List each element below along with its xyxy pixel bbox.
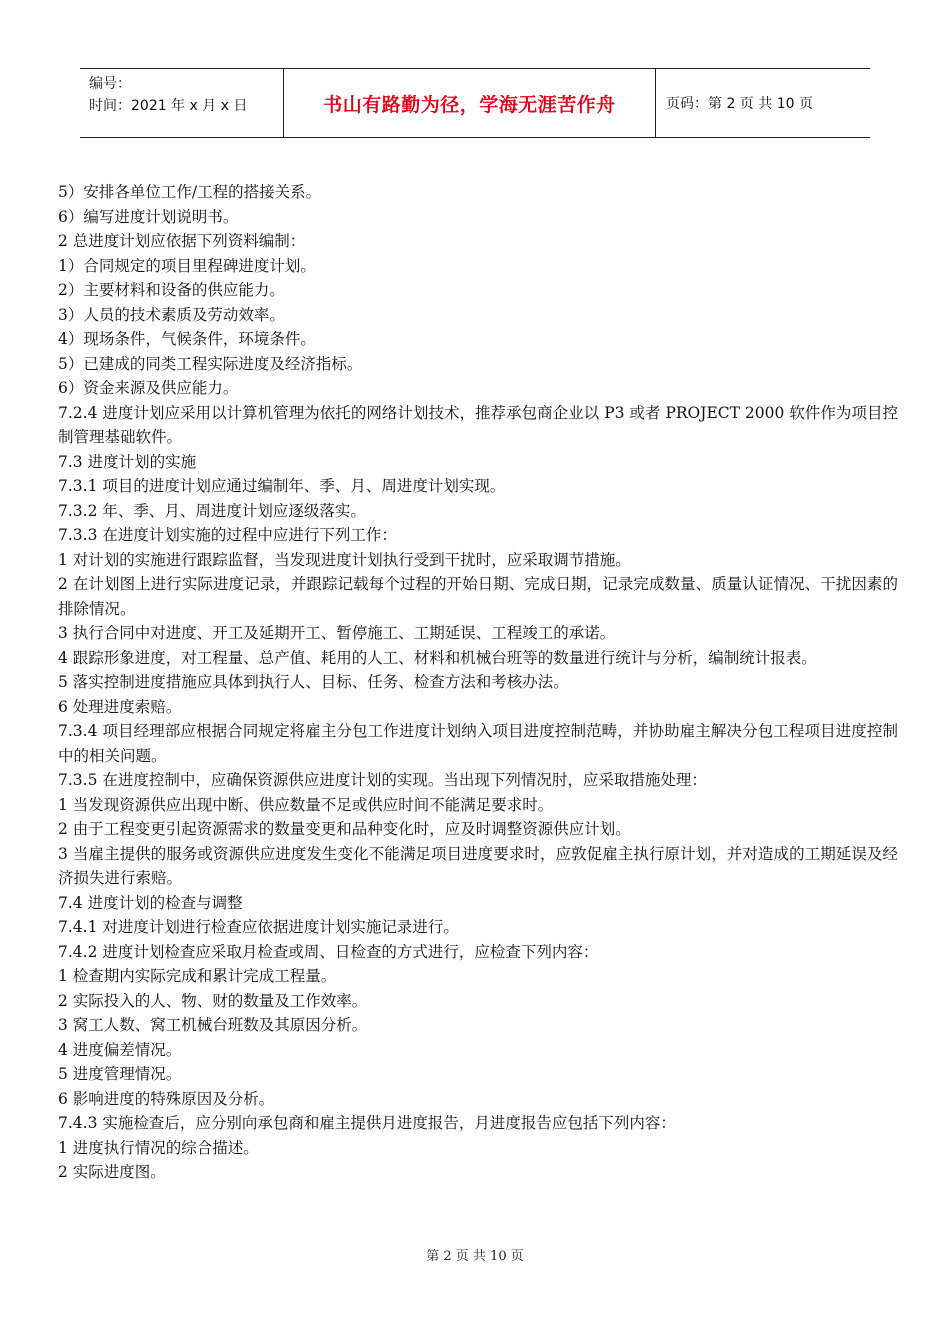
section-heading: 7.3 进度计划的实施: [58, 452, 197, 471]
body-line: 7.3.4 项目经理部应根据合同规定将雇主分包工作进度计划纳入项目进度控制范畴，并协助雇主解决分包工程项目进度控制中的相关问题。: [58, 722, 898, 765]
body-line: 2）主要材料和设备的供应能力。: [58, 281, 285, 299]
body-line: 1 当发现资源供应出现中断、供应数量不足或供应时间不能满足要求时。: [58, 795, 554, 814]
document-body: [58, 180, 898, 1185]
body-line: 1 对计划的实施进行跟踪监督，当发现进度计划执行受到干扰时，应采取调节措施。: [58, 550, 631, 569]
header-meta: [80, 69, 284, 137]
body-line: 5）安排各单位工作/工程的搭接关系。: [58, 183, 322, 201]
header-motto: [284, 69, 656, 137]
body-line: 2 总进度计划应依据下列资料编制：: [58, 232, 306, 250]
body-line: 7.3.2 年、季、月、周进度计划应逐级落实。: [58, 501, 366, 520]
body-line: 4 进度偏差情况。: [58, 1040, 182, 1059]
page-header: [80, 68, 870, 138]
body-line: 5）已建成的同类工程实际进度及经济指标。: [58, 354, 363, 373]
body-line: 2 由于工程变更引起资源需求的数量变更和品种变化时，应及时调整资源供应计划。: [58, 820, 631, 838]
body-line: 6 处理进度索赔。: [58, 697, 182, 716]
body-line: 6）编写进度计划说明书。: [58, 207, 239, 226]
body-line: 7.3.3 在进度计划实施的过程中应进行下列工作：: [58, 526, 397, 544]
body-line: 2 在计划图上进行实际进度记录，并跟踪记载每个过程的开始日期、完成日期，记录完成数量、质量认证情况、干扰因素的排除情况。: [58, 575, 898, 618]
body-line: 4）现场条件，气候条件，环境条件。: [58, 330, 316, 348]
body-line: 5 进度管理情况。: [58, 1065, 182, 1083]
body-line: 7.4.3 实施检查后，应分别向承包商和雇主提供月进度报告，月进度报告应包括下列内容：: [58, 1114, 676, 1132]
body-line: 3 执行合同中对进度、开工及延期开工、暂停施工、工期延误、工程竣工的承诺。: [58, 624, 616, 642]
document-date-label: 时间：2021 年 x 月 x 日: [89, 98, 248, 114]
body-line: 3）人员的技术素质及劳动效率。: [58, 305, 285, 324]
page-number-label: 页码：第 2 页 共 10 页: [666, 96, 813, 112]
body-line: 1 检查期内实际完成和累计完成工程量。: [58, 967, 337, 985]
body-line: 3 当雇主提供的服务或资源供应进度发生变化不能满足项目进度要求时，应敦促雇主执行原计划，并对造成的工期延误及经济损失进行索赔。: [58, 844, 898, 887]
body-line: 1 进度执行情况的综合描述。: [58, 1138, 259, 1157]
body-line: 6）资金来源及供应能力。: [58, 379, 239, 397]
body-line: 7.4.2 进度计划检查应采取月检查或周、日检查的方式进行，应检查下列内容：: [58, 942, 599, 961]
footer-page-number: 第 2 页 共 10 页: [426, 1249, 524, 1264]
body-line: 5 落实控制进度措施应具体到执行人、目标、任务、检查方法和考核办法。: [58, 673, 569, 691]
body-line: 7.3.5 在进度控制中，应确保资源供应进度计划的实现。当出现下列情况肘，应采取措施处理：: [58, 771, 707, 789]
body-line: 4 跟踪形象进度，对工程量、总产值、耗用的人工、材料和机械台班等的数量进行统计与分析，编制统计报表。: [58, 648, 817, 667]
body-line: 1）合同规定的项目里程碑进度计划。: [58, 256, 316, 275]
body-line: 7.3.1 项目的进度计划应通过编制年、季、月、周进度计划实现。: [58, 477, 506, 495]
body-line: 3 窝工人数、窝工机械台班数及其原因分析。: [58, 1016, 368, 1034]
body-line: 7.2.4 进度计划应采用以计算机管理为依托的网络计划技术，推荐承包商企业以 P3 或者 PROJECT 2000 软件作为项目控制管理基础软件。: [58, 403, 898, 446]
motto-text: 书山有路勤为径，学海无涯苦作舟: [323, 93, 616, 116]
body-line: 7.4.1 对进度计划进行检查应依据进度计划实施记录进行。: [58, 918, 459, 936]
page-footer: [0, 1245, 950, 1264]
body-line: 2 实际投入的人、物、财的数量及工作效率。: [58, 991, 368, 1010]
body-line: 2 实际进度图。: [58, 1163, 166, 1181]
header-page-info: [656, 69, 870, 137]
section-heading: 7.4 进度计划的检查与调整: [58, 893, 243, 912]
document-number-label: 编号：: [89, 76, 131, 92]
body-line: 6 影响进度的特殊原因及分析。: [58, 1089, 275, 1108]
